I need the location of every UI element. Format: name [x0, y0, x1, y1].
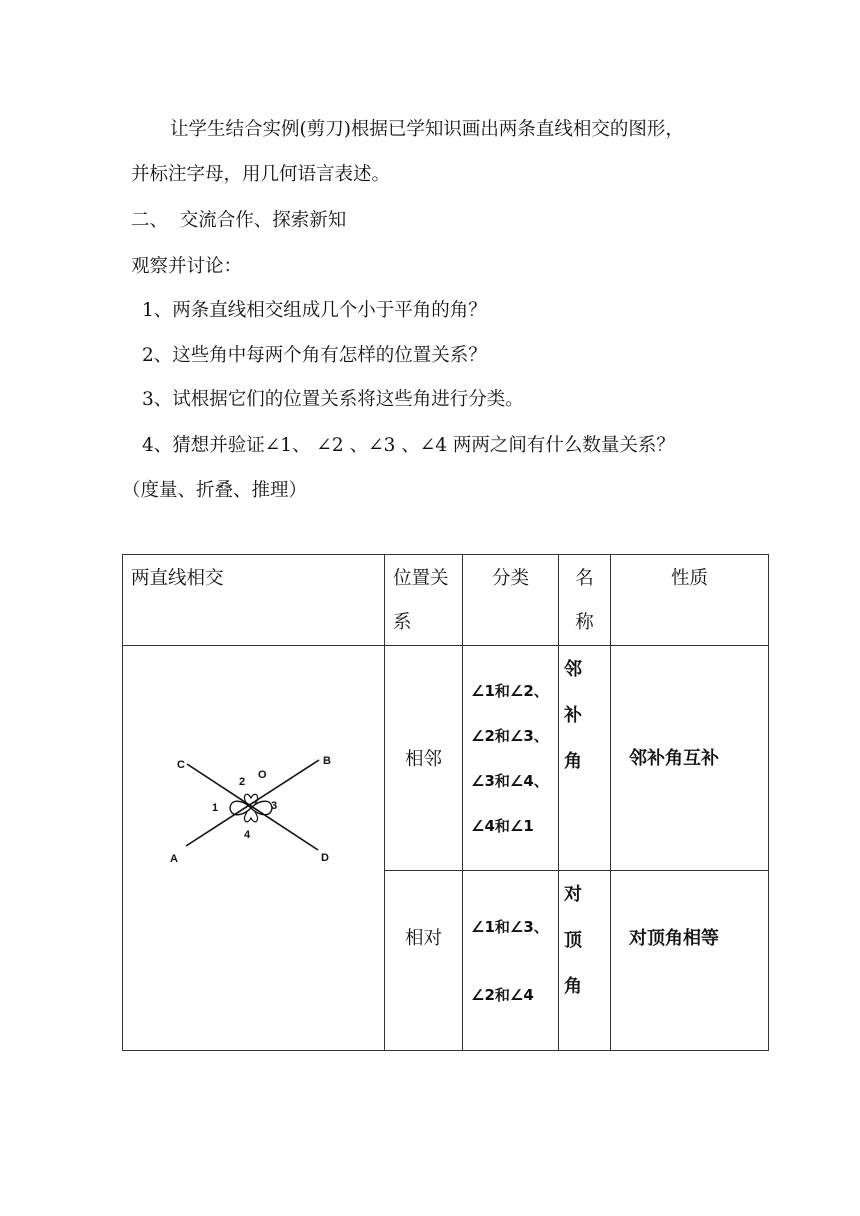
angle-4-arc [244, 812, 257, 822]
header-position-cell [385, 555, 463, 646]
adjacent-position-cell [385, 646, 463, 871]
line-ab [186, 760, 319, 846]
property-adjacent: 邻补角互补 [629, 748, 719, 769]
header-property: 性质 [670, 568, 708, 589]
intersecting-lines-figure [123, 686, 385, 886]
label-a: A [170, 853, 178, 865]
name-vertical-angles [559, 871, 583, 1010]
list-item: ∠1和∠2、 [471, 682, 549, 700]
label-d: D [321, 852, 329, 864]
list-item: ∠4和∠1 [471, 817, 534, 835]
position-adjacent: 相邻 [404, 749, 442, 770]
table-header-row [123, 555, 769, 646]
list-item: ∠2和∠3、 [471, 727, 549, 745]
header-name-char2: 称 [575, 612, 594, 633]
header-intersect: 两直线相交 [131, 568, 224, 589]
header-position-line1: 位置关 [393, 568, 449, 589]
opposite-name-cell [559, 871, 611, 1051]
list-item: ∠1和∠3、 [471, 918, 549, 936]
list-item: ∠2和∠4 [471, 986, 534, 1004]
paragraph-intro-line2: 并标注字母，用几何语言表述。 [131, 164, 391, 185]
angle-classification-table [122, 554, 769, 1051]
question-4: 4、猜想并验证∠1、 ∠2 、∠3 、∠4 两两之间有什么数量关系？ [142, 435, 675, 456]
discussion-label: 观察并讨论： [131, 256, 243, 277]
label-angle-2: 2 [239, 776, 246, 788]
opposite-position-cell [385, 871, 463, 1051]
question-1: 1、两条直线相交组成几个小于平角的角？ [142, 300, 487, 321]
header-intersect-cell [123, 555, 385, 646]
section-heading: 二、 交流合作、探索新知 [131, 210, 347, 231]
label-o: O [258, 769, 267, 781]
table-row-adjacent [123, 646, 769, 871]
opposite-pairs-list [463, 871, 558, 1007]
header-category: 分类 [491, 568, 529, 589]
figure-cell [123, 646, 385, 1051]
name-char: 角 [564, 976, 582, 997]
angle-2-arc [244, 794, 257, 804]
opposite-property-cell [611, 871, 769, 1051]
header-category-cell [463, 555, 559, 646]
question-4-note: （度量、折叠、推理） [122, 480, 308, 501]
label-angle-3: 3 [271, 800, 278, 812]
header-name-char1: 名 [575, 568, 594, 589]
name-char: 补 [564, 705, 582, 726]
property-opposite: 对顶角相等 [629, 928, 719, 949]
name-char: 角 [564, 751, 582, 772]
label-b: B [323, 755, 331, 767]
adjacent-pairs-list [463, 646, 558, 849]
name-char: 对 [564, 884, 582, 905]
header-position-line2: 系 [393, 612, 412, 633]
name-char: 顶 [564, 930, 582, 951]
name-adjacent-supplementary [559, 646, 583, 785]
question-3: 3、试根据它们的位置关系将这些角进行分类。 [142, 389, 524, 410]
adjacent-property-cell [611, 646, 769, 871]
list-item: ∠3和∠4、 [471, 772, 549, 790]
label-angle-4: 4 [244, 829, 251, 841]
header-property-cell [611, 555, 769, 646]
header-name-cell [559, 555, 611, 646]
name-char: 邻 [564, 659, 582, 680]
label-angle-1: 1 [212, 802, 219, 814]
adjacent-pairs-cell [463, 646, 559, 871]
opposite-pairs-cell [463, 871, 559, 1051]
question-2: 2、这些角中每两个角有怎样的位置关系？ [142, 345, 487, 366]
label-c: C [177, 759, 185, 771]
paragraph-intro-line1: 让学生结合实例(剪刀)根据已学知识画出两条直线相交的图形， [170, 119, 684, 140]
adjacent-name-cell [559, 646, 611, 871]
position-opposite: 相对 [404, 928, 442, 949]
